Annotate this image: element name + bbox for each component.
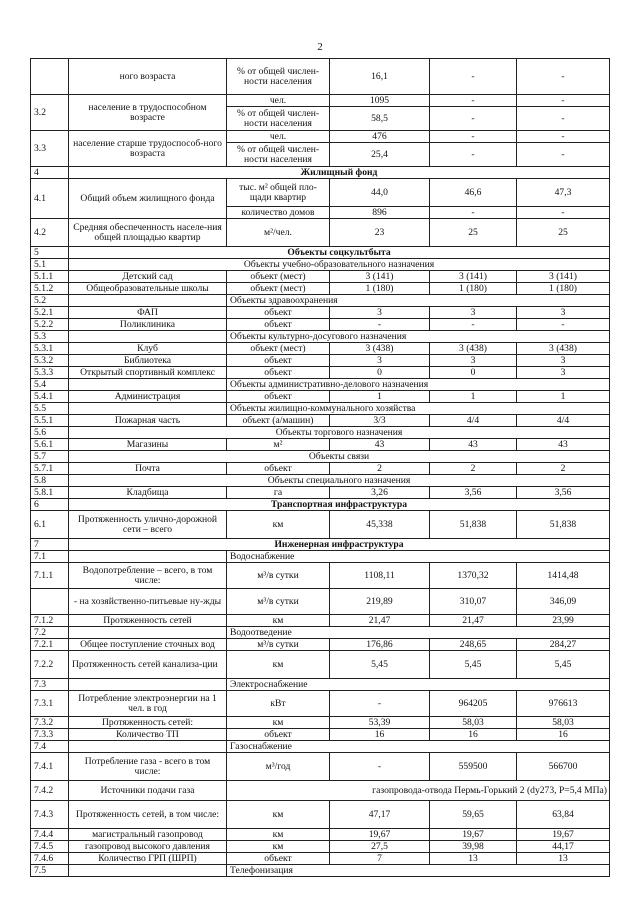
table-cell [69, 865, 227, 877]
table-cell: 5.2 [31, 295, 69, 307]
table-cell: 5,45 [430, 651, 517, 679]
table-cell: Протяженность сетей канализа-ции [69, 651, 227, 679]
table-cell: 16,1 [330, 59, 430, 95]
table-row [31, 59, 610, 95]
table-cell: - [517, 207, 610, 219]
table-cell: 5.8.1 [31, 487, 69, 499]
table-cell: 5.3 [31, 331, 69, 343]
table-cell: - [330, 319, 430, 331]
table-cell: км [227, 717, 330, 729]
table-cell: Водоснабжение [227, 551, 610, 563]
table-cell: Количество ТП [69, 729, 227, 741]
table-cell: 0 [430, 367, 517, 379]
table-cell: 7.4.4 [31, 829, 69, 841]
table-row [31, 651, 610, 679]
table-cell: - [330, 753, 430, 781]
table-cell: км [227, 651, 330, 679]
table-cell [69, 679, 227, 691]
table-cell: 4.2 [31, 219, 69, 247]
table-row [31, 439, 610, 451]
table-cell: 7.1 [31, 551, 69, 563]
table-cell: - [430, 143, 517, 167]
table-row [31, 741, 610, 753]
table-cell: 5.6 [31, 427, 69, 439]
table-cell: 7.2.2 [31, 651, 69, 679]
table-cell: Администрация [69, 391, 227, 403]
table-cell: 25 [517, 219, 610, 247]
table-cell: количество домов [227, 207, 330, 219]
table-cell: Средняя обеспеченность населе-ния общей площадью квартир [69, 219, 227, 247]
table-cell: 284,27 [517, 639, 610, 651]
table-cell: 7.4.1 [31, 753, 69, 781]
table-cell: - [430, 131, 517, 143]
table-cell: Телефонизация [227, 865, 610, 877]
table-row [31, 179, 610, 207]
indicators-table [30, 58, 610, 877]
table-cell: 43 [430, 439, 517, 451]
table-cell: Поликлиника [69, 319, 227, 331]
table-cell: - [430, 107, 517, 131]
table-cell: 3 [330, 355, 430, 367]
table-cell: Водопотребление – всего, в том числе: [69, 563, 227, 589]
table-row [31, 781, 610, 801]
table-cell: 1095 [330, 95, 430, 107]
table-cell: 46,6 [430, 179, 517, 207]
table-cell: 7.3 [31, 679, 69, 691]
table-cell: Клуб [69, 343, 227, 355]
table-cell: объект [227, 355, 330, 367]
table-row [31, 95, 610, 107]
table-cell: 4/4 [517, 415, 610, 427]
table-row [31, 319, 610, 331]
table-cell: 7.4.5 [31, 841, 69, 853]
table-cell: Объекты здравоохранения [227, 295, 610, 307]
table-cell: га [227, 487, 330, 499]
table-cell: 1370,32 [430, 563, 517, 589]
table-cell: - [430, 319, 517, 331]
table-cell: % от общей числен-ности населения [227, 107, 330, 131]
table-cell: 19,67 [517, 829, 610, 841]
table-cell: Объекты учебно-образовательного назначения [69, 259, 610, 271]
table-cell: 310,07 [430, 589, 517, 615]
table-cell: тыс. м² общей пло-щади квартир [227, 179, 330, 207]
table-cell: 7.3.1 [31, 691, 69, 717]
table-cell: 3 (438) [430, 343, 517, 355]
table-cell: Инженерная инфраструктура [69, 539, 610, 551]
table-cell: 5.3.2 [31, 355, 69, 367]
table-cell: % от общей числен-ности населения [227, 143, 330, 167]
table-cell: - [517, 319, 610, 331]
table-row [31, 551, 610, 563]
table-row [31, 307, 610, 319]
table-row [31, 343, 610, 355]
table-row [31, 295, 610, 307]
table-cell: - [330, 691, 430, 717]
table-row [31, 131, 610, 143]
table-cell: 3,56 [517, 487, 610, 499]
table-row [31, 841, 610, 853]
table-cell: 346,09 [517, 589, 610, 615]
table-cell: 5.5 [31, 403, 69, 415]
table-row [31, 391, 610, 403]
table-cell: Объекты торгового назначения [69, 427, 610, 439]
table-row [31, 451, 610, 463]
table-cell: 5,45 [517, 651, 610, 679]
table-cell: 58,03 [430, 717, 517, 729]
table-cell: 13 [430, 853, 517, 865]
table-cell: 5.3.3 [31, 367, 69, 379]
table-cell [31, 59, 69, 95]
table-cell [31, 589, 69, 615]
table-cell: кВт [227, 691, 330, 717]
table-cell: Кладбища [69, 487, 227, 499]
table-cell: 3 (438) [330, 343, 430, 355]
table-row [31, 463, 610, 475]
table-row [31, 499, 610, 511]
table-cell: 1 [517, 391, 610, 403]
table-cell: - [517, 143, 610, 167]
table-row [31, 283, 610, 295]
table-row [31, 247, 610, 259]
table-cell: 59,65 [430, 801, 517, 829]
table-cell: 5.1.2 [31, 283, 69, 295]
table-cell: 7.2.1 [31, 639, 69, 651]
table-row [31, 615, 610, 627]
table-cell: - [517, 95, 610, 107]
table-cell: Источники подачи газа [69, 781, 227, 801]
table-cell [69, 627, 227, 639]
table-cell: Детский сад [69, 271, 227, 283]
table-cell: - [430, 95, 517, 107]
table-cell: км [227, 615, 330, 627]
table-cell: Объекты связи [69, 451, 610, 463]
table-cell: 25 [430, 219, 517, 247]
table-cell: 4/4 [430, 415, 517, 427]
table-cell: 5.1.1 [31, 271, 69, 283]
table-row [31, 729, 610, 741]
table-cell: м³/год [227, 753, 330, 781]
table-cell: 7.4.3 [31, 801, 69, 829]
table-cell: 7 [31, 539, 69, 551]
table-row [31, 167, 610, 179]
table-cell: 13 [517, 853, 610, 865]
table-cell: - [517, 59, 610, 95]
table-cell: м³/в сутки [227, 563, 330, 589]
table-cell: Объекты специального назначения [69, 475, 610, 487]
table-cell: 16 [330, 729, 430, 741]
table-cell: 176,86 [330, 639, 430, 651]
table-cell: м³/в сутки [227, 589, 330, 615]
table-cell: Протяженность улично-дорожной сети – всего [69, 511, 227, 539]
table-row [31, 511, 610, 539]
table-cell: 3 [330, 307, 430, 319]
table-cell: Объекты жилищно-коммунального хозяйства [227, 403, 610, 415]
table-row [31, 487, 610, 499]
table-cell: Открытый спортивный комплекс [69, 367, 227, 379]
table-cell: 1 (180) [330, 283, 430, 295]
table-cell: объект [227, 391, 330, 403]
table-row [31, 753, 610, 781]
table-cell: 5.1 [31, 259, 69, 271]
table-row [31, 415, 610, 427]
page-number: 2 [317, 41, 323, 53]
table-cell: 476 [330, 131, 430, 143]
table-cell: 3 (141) [517, 271, 610, 283]
table-cell: 3 [517, 367, 610, 379]
table-cell: объект [227, 367, 330, 379]
table-cell: Пожарная часть [69, 415, 227, 427]
table-cell: Общее поступление сточных вод [69, 639, 227, 651]
table-cell: 964205 [430, 691, 517, 717]
table-cell: 3.2 [31, 95, 69, 131]
table-cell: м³/в сутки [227, 639, 330, 651]
table-cell: 16 [517, 729, 610, 741]
table-cell: объект (а/машин) [227, 415, 330, 427]
table-cell: Протяженность сетей: [69, 717, 227, 729]
table-cell: чел. [227, 131, 330, 143]
table-cell: 559500 [430, 753, 517, 781]
table-cell: - [430, 59, 517, 95]
table-cell: 44,0 [330, 179, 430, 207]
table-cell: - [517, 107, 610, 131]
table-cell: 23,99 [517, 615, 610, 627]
table-cell: чел. [227, 95, 330, 107]
table-cell: 3 (141) [430, 271, 517, 283]
table-cell: 45,338 [330, 511, 430, 539]
table-cell: 219,89 [330, 589, 430, 615]
table-cell [69, 403, 227, 415]
table-row [31, 589, 610, 615]
table-cell: 5.5.1 [31, 415, 69, 427]
table-body [31, 59, 610, 877]
table-cell: Электроснабжение [227, 679, 610, 691]
table-cell: 7.1.1 [31, 563, 69, 589]
table-cell: м²/чел. [227, 219, 330, 247]
table-cell: 5.8 [31, 475, 69, 487]
table-cell: 3 [517, 355, 610, 367]
table-row [31, 367, 610, 379]
table-row [31, 259, 610, 271]
table-row [31, 331, 610, 343]
table-cell: 51,838 [430, 511, 517, 539]
table-row [31, 475, 610, 487]
table-cell: 7.1.2 [31, 615, 69, 627]
table-cell: объект (мест) [227, 283, 330, 295]
table-cell: 3.3 [31, 131, 69, 167]
table-cell: 7.5 [31, 865, 69, 877]
table-cell: Протяженность сетей, в том числе: [69, 801, 227, 829]
table-cell: 4.1 [31, 179, 69, 219]
table-cell: 3 (438) [517, 343, 610, 355]
table-cell: 21,47 [330, 615, 430, 627]
table-row [31, 801, 610, 829]
table-cell: 3,26 [330, 487, 430, 499]
table-cell: 1414,48 [517, 563, 610, 589]
table-cell: 25,4 [330, 143, 430, 167]
table-cell [69, 379, 227, 391]
table-cell: 43 [330, 439, 430, 451]
table-cell: 16 [430, 729, 517, 741]
table-row [31, 219, 610, 247]
table-row [31, 865, 610, 877]
table-cell: ФАП [69, 307, 227, 319]
table-cell: Магазины [69, 439, 227, 451]
table-cell: % от общей числен-ности населения [227, 59, 330, 95]
table-cell: 43 [517, 439, 610, 451]
table-cell: - [430, 207, 517, 219]
table-cell: население в трудоспособном возрасте [69, 95, 227, 131]
table-cell: 63,84 [517, 801, 610, 829]
table-cell: 1 [330, 391, 430, 403]
table-cell: 6.1 [31, 511, 69, 539]
table-cell: объект (мест) [227, 271, 330, 283]
table-cell: 976613 [517, 691, 610, 717]
table-cell: 248,65 [430, 639, 517, 651]
table-cell: 1108,11 [330, 563, 430, 589]
table-cell: 47,3 [517, 179, 610, 207]
table-cell: 23 [330, 219, 430, 247]
table-cell: 5.7 [31, 451, 69, 463]
table-cell [69, 551, 227, 563]
table-cell: 21,47 [430, 615, 517, 627]
table-cell: 3 [430, 307, 517, 319]
table-cell: Общий объем жилищного фонда [69, 179, 227, 219]
table-cell: 5 [31, 247, 69, 259]
table-cell: 7.4.2 [31, 781, 69, 801]
table-cell: 2 [430, 463, 517, 475]
table-cell: 58,03 [517, 717, 610, 729]
table-cell: население старше трудоспособ-ного возраста [69, 131, 227, 167]
table-row [31, 403, 610, 415]
table-cell: 2 [517, 463, 610, 475]
table-cell: 5.4 [31, 379, 69, 391]
table-row [31, 853, 610, 865]
table-cell [69, 741, 227, 753]
table-cell: Почта [69, 463, 227, 475]
table-cell: Объекты культурно-досугового назначения [227, 331, 610, 343]
table-cell: 566700 [517, 753, 610, 781]
table-cell: 5,45 [330, 651, 430, 679]
table-cell: объект (мест) [227, 343, 330, 355]
table-cell: 4 [31, 167, 69, 179]
table-row [31, 563, 610, 589]
table-cell: 1 [430, 391, 517, 403]
table-cell [69, 295, 227, 307]
table-cell: 7.3.2 [31, 717, 69, 729]
table-row [31, 639, 610, 651]
table-cell: 3 (141) [330, 271, 430, 283]
table-cell: 3,56 [430, 487, 517, 499]
table-cell: 7.2 [31, 627, 69, 639]
table-cell: газопровода-отвода Пермь-Горький 2 (dy273, P=5,4 МПа) [227, 781, 610, 801]
table-cell: 53,39 [330, 717, 430, 729]
table-cell: Общеобразовательные школы [69, 283, 227, 295]
table-cell: км [227, 829, 330, 841]
table-cell: км [227, 511, 330, 539]
table-cell: Потребление газа - всего в том числе: [69, 753, 227, 781]
table-cell: 19,67 [330, 829, 430, 841]
table-row [31, 539, 610, 551]
table-cell: объект [227, 319, 330, 331]
table-cell: 5.4.1 [31, 391, 69, 403]
table-row [31, 717, 610, 729]
table-cell: 6 [31, 499, 69, 511]
table-row [31, 271, 610, 283]
table-cell: Жилищный фонд [69, 167, 610, 179]
table-cell: - на хозяйственно-питьевые ну-жды [69, 589, 227, 615]
table-cell: 51,838 [517, 511, 610, 539]
table-cell: 5.2.2 [31, 319, 69, 331]
table-cell: 3/3 [330, 415, 430, 427]
table-cell: Объекты административно-делового назначения [227, 379, 610, 391]
table-cell: Транспортная инфраструктура [69, 499, 610, 511]
table-cell [69, 331, 227, 343]
table-cell: Библиотека [69, 355, 227, 367]
table-row [31, 379, 610, 391]
table-cell: 1 (180) [517, 283, 610, 295]
table-row [31, 355, 610, 367]
table-cell: газопровод высокого давления [69, 841, 227, 853]
table-cell: 58,5 [330, 107, 430, 131]
table-cell: 2 [330, 463, 430, 475]
table-cell: Протяженность сетей [69, 615, 227, 627]
table-cell: 0 [330, 367, 430, 379]
table-cell: - [517, 131, 610, 143]
table-cell: 3 [430, 355, 517, 367]
table-cell: объект [227, 853, 330, 865]
table-cell: 7.3.3 [31, 729, 69, 741]
table-cell: 5.6.1 [31, 439, 69, 451]
table-cell: км [227, 801, 330, 829]
table-cell: Газоснабжение [227, 741, 610, 753]
table-cell: 39,98 [430, 841, 517, 853]
table-cell: 7.4 [31, 741, 69, 753]
table-cell: 7 [330, 853, 430, 865]
table-cell: 896 [330, 207, 430, 219]
table-row [31, 829, 610, 841]
table-row [31, 427, 610, 439]
table-row [31, 691, 610, 717]
table-cell: Водоотведение [227, 627, 610, 639]
table-row [31, 627, 610, 639]
table-cell: Объекты соцкультбыта [69, 247, 610, 259]
table-cell: 1 (180) [430, 283, 517, 295]
table-cell: 44,17 [517, 841, 610, 853]
table-cell: 3 [517, 307, 610, 319]
table-cell: объект [227, 463, 330, 475]
table-cell: объект [227, 307, 330, 319]
table-cell: магистральный газопровод [69, 829, 227, 841]
table-cell: 27,5 [330, 841, 430, 853]
table-row [31, 679, 610, 691]
table-cell: 5.7.1 [31, 463, 69, 475]
table-cell: 47,17 [330, 801, 430, 829]
table-cell: 19,67 [430, 829, 517, 841]
table-cell: Потребление электроэнергии на 1 чел. в год [69, 691, 227, 717]
table-cell: 5.3.1 [31, 343, 69, 355]
table-cell: объект [227, 729, 330, 741]
table-cell: 7.4.6 [31, 853, 69, 865]
table-cell: 5.2.1 [31, 307, 69, 319]
table-cell: ного возраста [69, 59, 227, 95]
table-cell: км [227, 841, 330, 853]
table-cell: Количество ГРП (ШРП) [69, 853, 227, 865]
table-cell: м² [227, 439, 330, 451]
